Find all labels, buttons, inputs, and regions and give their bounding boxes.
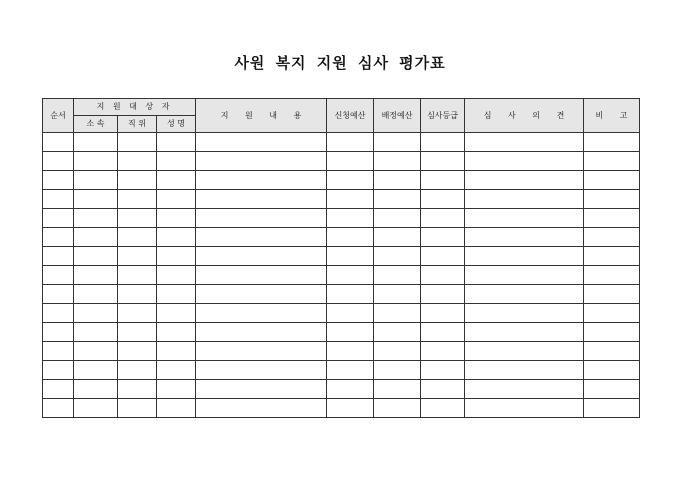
cell-remarks[interactable] <box>584 399 640 418</box>
cell-review-opinion[interactable] <box>465 266 584 285</box>
table-row <box>43 342 640 361</box>
cell-department[interactable] <box>74 342 118 361</box>
page-title: 사원 복지 지원 심사 평가표 <box>234 54 446 72</box>
cell-position[interactable] <box>118 266 157 285</box>
header-department: 소 속 <box>74 116 118 133</box>
cell-name[interactable] <box>157 323 196 342</box>
header-allocated-budget: 배정예산 <box>374 99 421 133</box>
cell-support-content[interactable] <box>196 361 327 380</box>
cell-name[interactable] <box>157 152 196 171</box>
cell-review-grade[interactable] <box>421 285 465 304</box>
cell-name[interactable] <box>157 247 196 266</box>
table-row <box>43 323 640 342</box>
cell-remarks[interactable] <box>584 323 640 342</box>
cell-requested-budget[interactable] <box>327 190 374 209</box>
cell-allocated-budget[interactable] <box>374 380 421 399</box>
cell-remarks[interactable] <box>584 247 640 266</box>
cell-requested-budget[interactable] <box>327 323 374 342</box>
cell-review-opinion[interactable] <box>465 285 584 304</box>
table-row <box>43 361 640 380</box>
cell-review-grade[interactable] <box>421 247 465 266</box>
cell-review-opinion[interactable] <box>465 209 584 228</box>
cell-position[interactable] <box>118 190 157 209</box>
cell-name[interactable] <box>157 266 196 285</box>
cell-name[interactable] <box>157 190 196 209</box>
cell-requested-budget[interactable] <box>327 285 374 304</box>
cell-position[interactable] <box>118 133 157 152</box>
cell-review-grade[interactable] <box>421 171 465 190</box>
table-row <box>43 133 640 152</box>
cell-review-grade[interactable] <box>421 399 465 418</box>
cell-review-opinion[interactable] <box>465 171 584 190</box>
cell-review-opinion[interactable] <box>465 152 584 171</box>
cell-review-opinion[interactable] <box>465 133 584 152</box>
cell-position[interactable] <box>118 399 157 418</box>
header-review-grade: 심사등급 <box>421 99 465 133</box>
cell-support-content[interactable] <box>196 171 327 190</box>
cell-review-grade[interactable] <box>421 323 465 342</box>
cell-allocated-budget[interactable] <box>374 133 421 152</box>
table-row <box>43 247 640 266</box>
cell-review-grade[interactable] <box>421 342 465 361</box>
cell-position[interactable] <box>118 228 157 247</box>
cell-department[interactable] <box>74 171 118 190</box>
cell-allocated-budget[interactable] <box>374 361 421 380</box>
cell-support-content[interactable] <box>196 342 327 361</box>
header-remarks: 비 고 <box>584 99 640 133</box>
cell-requested-budget[interactable] <box>327 171 374 190</box>
cell-order[interactable] <box>43 342 74 361</box>
cell-allocated-budget[interactable] <box>374 304 421 323</box>
cell-review-grade[interactable] <box>421 361 465 380</box>
cell-review-opinion[interactable] <box>465 323 584 342</box>
cell-name[interactable] <box>157 361 196 380</box>
cell-position[interactable] <box>118 342 157 361</box>
cell-allocated-budget[interactable] <box>374 342 421 361</box>
cell-department[interactable] <box>74 285 118 304</box>
cell-name[interactable] <box>157 380 196 399</box>
cell-allocated-budget[interactable] <box>374 323 421 342</box>
cell-requested-budget[interactable] <box>327 304 374 323</box>
cell-remarks[interactable] <box>584 228 640 247</box>
cell-name[interactable] <box>157 342 196 361</box>
cell-review-grade[interactable] <box>421 152 465 171</box>
cell-allocated-budget[interactable] <box>374 247 421 266</box>
header-position: 직 위 <box>118 116 157 133</box>
table-row <box>43 399 640 418</box>
cell-position[interactable] <box>118 361 157 380</box>
cell-review-grade[interactable] <box>421 304 465 323</box>
cell-order[interactable] <box>43 228 74 247</box>
header-review-opinion: 심 사 의 견 <box>465 99 584 133</box>
cell-name[interactable] <box>157 171 196 190</box>
cell-department[interactable] <box>74 190 118 209</box>
cell-department[interactable] <box>74 323 118 342</box>
cell-requested-budget[interactable] <box>327 266 374 285</box>
cell-remarks[interactable] <box>584 133 640 152</box>
cell-review-grade[interactable] <box>421 228 465 247</box>
header-requested-budget: 신청예산 <box>327 99 374 133</box>
cell-requested-budget[interactable] <box>327 380 374 399</box>
cell-remarks[interactable] <box>584 342 640 361</box>
cell-order[interactable] <box>43 247 74 266</box>
cell-review-opinion[interactable] <box>465 228 584 247</box>
cell-support-content[interactable] <box>196 380 327 399</box>
header-target-group: 지 원 대 상 자 <box>74 99 196 116</box>
cell-requested-budget[interactable] <box>327 361 374 380</box>
cell-department[interactable] <box>74 247 118 266</box>
cell-requested-budget[interactable] <box>327 228 374 247</box>
table-row <box>43 209 640 228</box>
cell-position[interactable] <box>118 152 157 171</box>
cell-order[interactable] <box>43 133 74 152</box>
cell-requested-budget[interactable] <box>327 342 374 361</box>
cell-support-content[interactable] <box>196 266 327 285</box>
cell-allocated-budget[interactable] <box>374 209 421 228</box>
cell-remarks[interactable] <box>584 209 640 228</box>
cell-support-content[interactable] <box>196 209 327 228</box>
table-row <box>43 171 640 190</box>
cell-remarks[interactable] <box>584 171 640 190</box>
cell-position[interactable] <box>118 304 157 323</box>
cell-position[interactable] <box>118 171 157 190</box>
header-order: 순서 <box>43 99 74 133</box>
cell-support-content[interactable] <box>196 228 327 247</box>
table-row <box>43 285 640 304</box>
table-row <box>43 228 640 247</box>
cell-requested-budget[interactable] <box>327 133 374 152</box>
cell-allocated-budget[interactable] <box>374 152 421 171</box>
cell-review-grade[interactable] <box>421 266 465 285</box>
cell-support-content[interactable] <box>196 304 327 323</box>
cell-remarks[interactable] <box>584 190 640 209</box>
cell-allocated-budget[interactable] <box>374 285 421 304</box>
cell-position[interactable] <box>118 380 157 399</box>
table-row <box>43 380 640 399</box>
cell-order[interactable] <box>43 361 74 380</box>
cell-position[interactable] <box>118 285 157 304</box>
cell-review-opinion[interactable] <box>465 190 584 209</box>
cell-support-content[interactable] <box>196 285 327 304</box>
cell-requested-budget[interactable] <box>327 152 374 171</box>
cell-review-grade[interactable] <box>421 209 465 228</box>
cell-department[interactable] <box>74 209 118 228</box>
cell-order[interactable] <box>43 171 74 190</box>
cell-order[interactable] <box>43 209 74 228</box>
cell-name[interactable] <box>157 133 196 152</box>
cell-remarks[interactable] <box>584 304 640 323</box>
cell-name[interactable] <box>157 399 196 418</box>
cell-position[interactable] <box>118 323 157 342</box>
cell-department[interactable] <box>74 304 118 323</box>
cell-order[interactable] <box>43 399 74 418</box>
cell-requested-budget[interactable] <box>327 399 374 418</box>
cell-department[interactable] <box>74 361 118 380</box>
cell-support-content[interactable] <box>196 323 327 342</box>
table-row <box>43 190 640 209</box>
cell-name[interactable] <box>157 285 196 304</box>
cell-order[interactable] <box>43 285 74 304</box>
cell-name[interactable] <box>157 209 196 228</box>
cell-position[interactable] <box>118 209 157 228</box>
cell-support-content[interactable] <box>196 190 327 209</box>
cell-requested-budget[interactable] <box>327 247 374 266</box>
cell-review-grade[interactable] <box>421 380 465 399</box>
cell-order[interactable] <box>43 323 74 342</box>
header-support-content: 지 원 내 용 <box>196 99 327 133</box>
cell-position[interactable] <box>118 247 157 266</box>
cell-order[interactable] <box>43 190 74 209</box>
table-row <box>43 304 640 323</box>
cell-name[interactable] <box>157 304 196 323</box>
cell-order[interactable] <box>43 304 74 323</box>
cell-review-opinion[interactable] <box>465 380 584 399</box>
cell-review-grade[interactable] <box>421 190 465 209</box>
cell-support-content[interactable] <box>196 399 327 418</box>
cell-allocated-budget[interactable] <box>374 171 421 190</box>
cell-order[interactable] <box>43 380 74 399</box>
cell-review-opinion[interactable] <box>465 304 584 323</box>
cell-department[interactable] <box>74 152 118 171</box>
cell-allocated-budget[interactable] <box>374 399 421 418</box>
cell-remarks[interactable] <box>584 266 640 285</box>
cell-support-content[interactable] <box>196 133 327 152</box>
cell-review-opinion[interactable] <box>465 342 584 361</box>
cell-department[interactable] <box>74 266 118 285</box>
cell-allocated-budget[interactable] <box>374 190 421 209</box>
cell-allocated-budget[interactable] <box>374 228 421 247</box>
cell-support-content[interactable] <box>196 247 327 266</box>
table-row <box>43 266 640 285</box>
cell-remarks[interactable] <box>584 380 640 399</box>
cell-department[interactable] <box>74 133 118 152</box>
table-body <box>43 133 640 418</box>
cell-department[interactable] <box>74 399 118 418</box>
cell-review-opinion[interactable] <box>465 247 584 266</box>
table-header <box>43 99 640 133</box>
cell-department[interactable] <box>74 380 118 399</box>
cell-requested-budget[interactable] <box>327 209 374 228</box>
cell-review-opinion[interactable] <box>465 361 584 380</box>
cell-order[interactable] <box>43 152 74 171</box>
cell-support-content[interactable] <box>196 152 327 171</box>
cell-remarks[interactable] <box>584 152 640 171</box>
cell-name[interactable] <box>157 228 196 247</box>
cell-remarks[interactable] <box>584 285 640 304</box>
table-row <box>43 152 640 171</box>
cell-order[interactable] <box>43 266 74 285</box>
header-name: 성 명 <box>157 116 196 133</box>
evaluation-table <box>42 98 640 418</box>
cell-review-grade[interactable] <box>421 133 465 152</box>
cell-review-opinion[interactable] <box>465 399 584 418</box>
cell-allocated-budget[interactable] <box>374 266 421 285</box>
cell-department[interactable] <box>74 228 118 247</box>
cell-remarks[interactable] <box>584 361 640 380</box>
